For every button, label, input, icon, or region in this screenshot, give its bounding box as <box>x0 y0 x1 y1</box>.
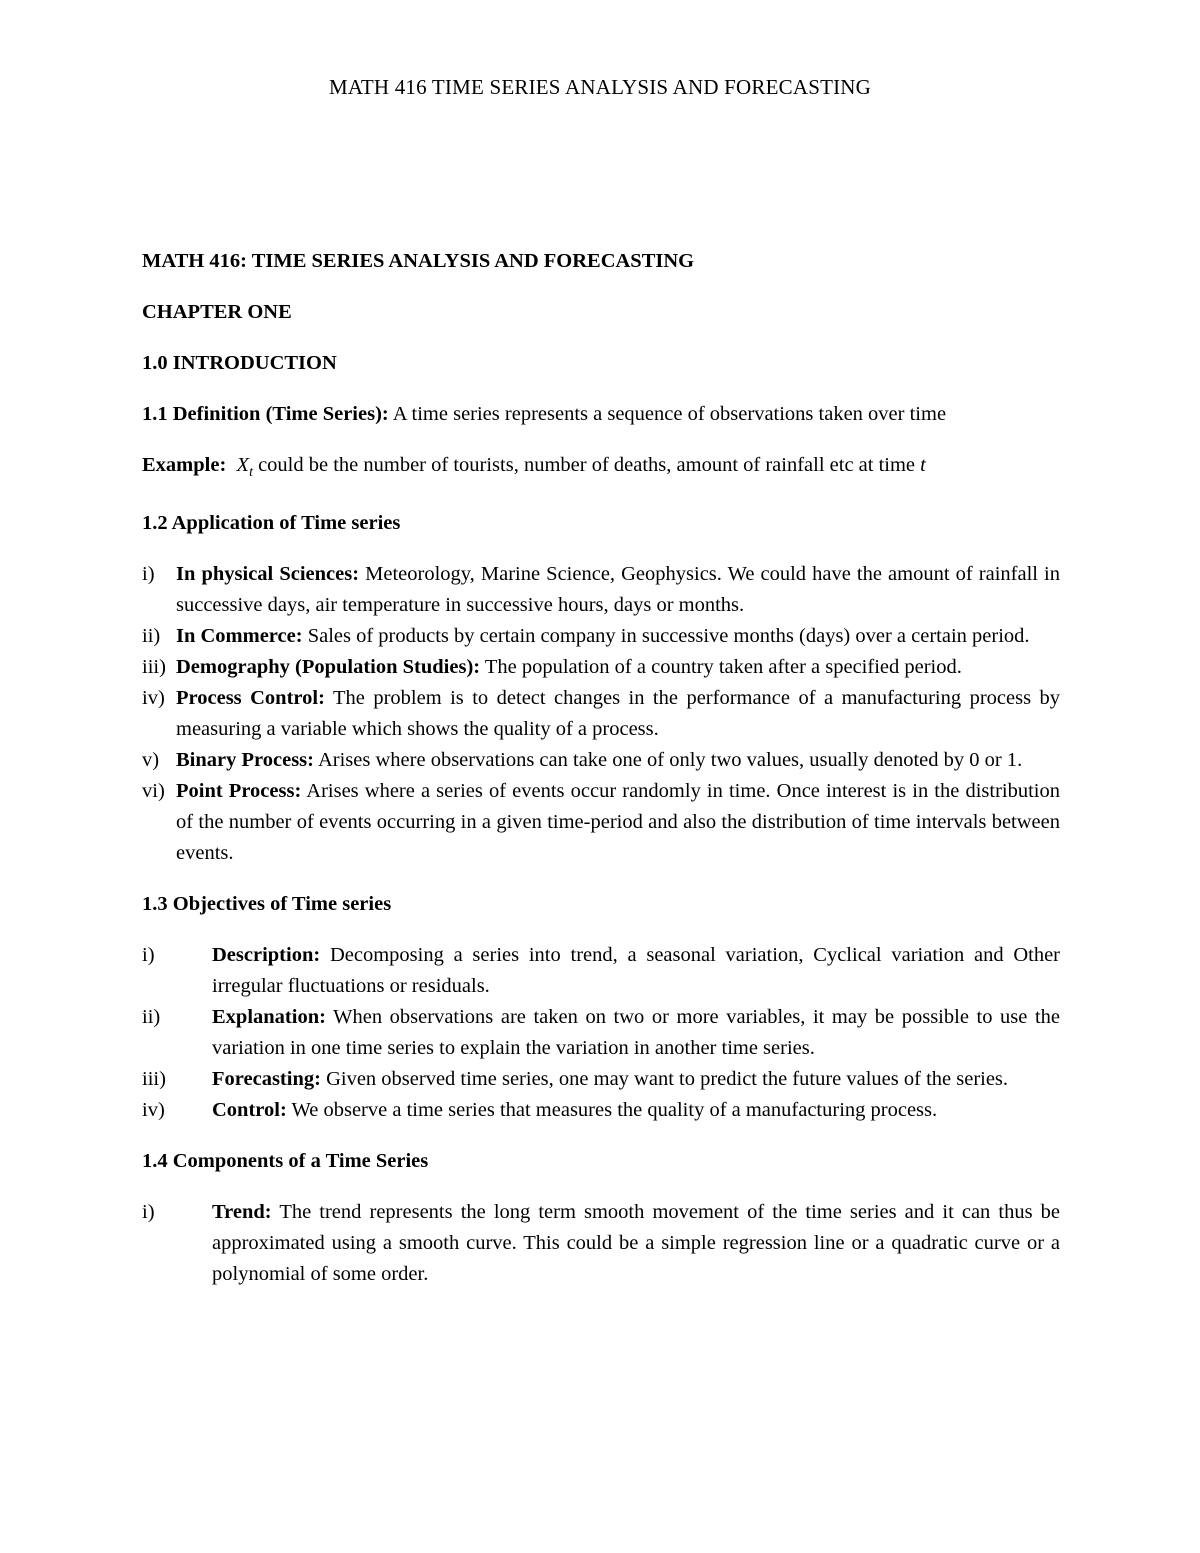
page-header: MATH 416 TIME SERIES ANALYSIS AND FORECASTING <box>328 75 872 99</box>
list-item-number: iii) <box>142 656 166 679</box>
list-item-text: Given observed time series, one may want to predict the future values of the series. <box>320 1068 1009 1091</box>
list-item-number: vi) <box>142 780 165 803</box>
components-list <box>142 1197 1060 1290</box>
list-item <box>142 559 1060 621</box>
example-label: Example: <box>142 454 227 476</box>
list-item-text: When observations are taken on two or more variables, it may be possible to use the variation in one time series to explain the variation in another time series. <box>212 1006 1060 1060</box>
list-item-number: ii) <box>142 1006 161 1029</box>
list-item-number: i) <box>142 1201 155 1224</box>
list-item <box>142 652 1060 683</box>
list-item-label: Binary Process: <box>176 749 314 772</box>
list-item-number: v) <box>142 749 160 772</box>
list-item <box>142 745 1060 776</box>
list-item-text: Meteorology, Marine Science, Geophysics. We could have the amount of rainfall in successive days, air temperature in successive hours, days or months. <box>176 563 1061 617</box>
list-item-label: Process Control: <box>176 687 325 710</box>
list-item <box>142 621 1060 652</box>
example-text: could be the number of tourists, number of deaths, amount of rainfall etc at time <box>252 454 921 476</box>
list-item-label: Demography (Population Studies): <box>176 656 481 679</box>
intro-heading: 1.0 INTRODUCTION <box>142 352 337 374</box>
list-item-text: Sales of products by certain company in successive months (days) over a certain period. <box>302 625 1030 648</box>
list-item-number: i) <box>142 944 155 967</box>
list-item-text: The problem is to detect changes in the performance of a manufacturing process by measuring a variable which shows the quality of a process. <box>176 687 1061 741</box>
document-body <box>142 246 1060 1310</box>
list-item-label: Forecasting: <box>212 1068 321 1091</box>
definition-label: 1.1 Definition (Time Series): <box>142 403 389 425</box>
list-item-label: In physical Sciences: <box>176 563 360 586</box>
list-item-number: i) <box>142 563 155 586</box>
chapter-title: CHAPTER ONE <box>142 301 292 323</box>
applications-heading: 1.2 Application of Time series <box>142 512 401 535</box>
list-item-number: iv) <box>142 687 165 710</box>
example-variable <box>236 454 253 481</box>
list-item <box>142 940 1060 1002</box>
list-item-label: Trend: <box>212 1201 272 1224</box>
list-item-number: iv) <box>142 1099 165 1122</box>
example-paragraph <box>142 450 1060 488</box>
applications-list <box>142 559 1060 869</box>
list-item <box>142 1197 1060 1290</box>
objectives-list <box>142 940 1060 1126</box>
list-item-text: Arises where observations can take one of only two values, usually denoted by 0 or 1. <box>313 749 1023 772</box>
list-item-label: In Commerce: <box>176 625 303 648</box>
list-item-label: Point Process: <box>176 780 302 803</box>
list-item-label: Explanation: <box>212 1006 326 1029</box>
list-item-number: iii) <box>142 1068 166 1091</box>
example-variable-symbol: X <box>236 454 250 476</box>
list-item-text: Arises where a series of events occur randomly in time. Once interest is in the distribution of the number of events occurring in a given time-period and also the distribution of time intervals between events. <box>176 780 1060 865</box>
list-item <box>142 683 1060 745</box>
list-item-label: Control: <box>212 1099 287 1122</box>
list-item-label: Description: <box>212 944 321 967</box>
example-time-symbol: t <box>920 454 926 476</box>
example-variable-subscript: t <box>249 465 253 481</box>
list-item <box>142 1095 1060 1126</box>
list-item-text: We observe a time series that measures the quality of a manufacturing process. <box>286 1099 938 1122</box>
list-item-text: The trend represents the long term smooth movement of the time series and it can thus be approximated using a smooth curve. This could be a simple regression line or a quadratic curve or a polynomial of some order. <box>212 1201 1060 1286</box>
list-item-text: The population of a country taken after a specified period. <box>480 656 962 679</box>
definition-paragraph <box>142 399 1060 430</box>
list-item <box>142 1002 1060 1064</box>
definition-text: A time series represents a sequence of observations taken over time <box>388 403 947 425</box>
course-title: MATH 416: TIME SERIES ANALYSIS AND FORECASTING <box>142 250 695 272</box>
objectives-heading: 1.3 Objectives of Time series <box>142 893 392 916</box>
components-heading: 1.4 Components of a Time Series <box>142 1150 429 1173</box>
list-item-number: ii) <box>142 625 161 648</box>
list-item-text: Decomposing a series into trend, a seasonal variation, Cyclical variation and Other irregular fluctuations or residuals. <box>212 944 1060 998</box>
list-item <box>142 776 1060 869</box>
list-item <box>142 1064 1060 1095</box>
